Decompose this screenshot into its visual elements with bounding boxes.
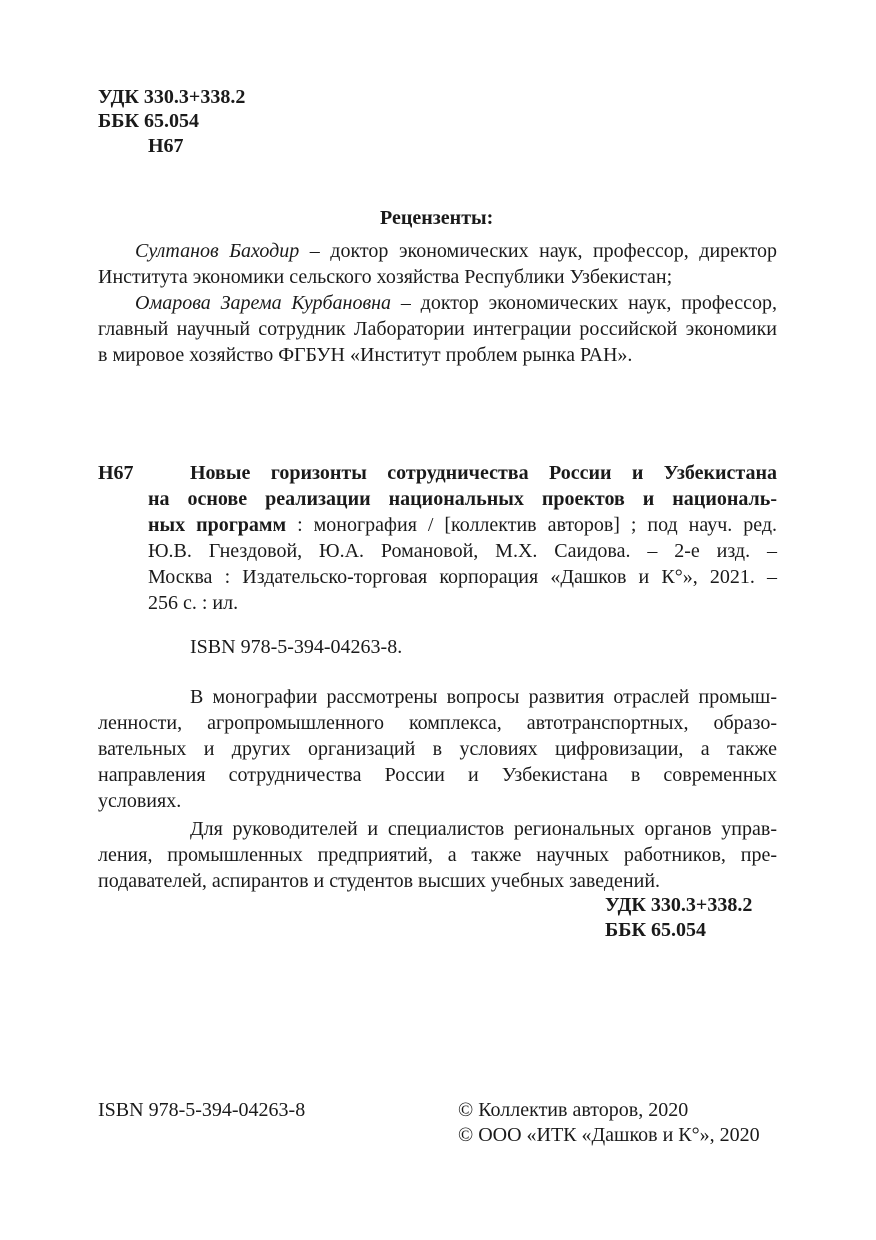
author-mark: Н67 <box>148 135 184 157</box>
reviewer-2-line-3: в мировое хозяйство ФГБУН «Институт проблем рынка РАН». <box>98 344 633 366</box>
footer-isbn: ISBN 978-5-394-04263-8 <box>98 1099 306 1121</box>
catalog-publication-info: : монография / [коллектив авторов] ; под науч. ред. <box>286 514 777 536</box>
abstract-p1-line-3: вательных и других организаций в условиях цифровизации, а также <box>98 738 777 760</box>
footer-copyright-authors: © Коллектив авторов, 2020 <box>458 1099 689 1121</box>
reviewer-2-name: Омарова Зарема Курбановна <box>135 292 392 314</box>
catalog-editors: Ю.В. Гнездовой, Ю.А. Романовой, М.Х. Саидова. – 2-е изд. – <box>148 540 777 562</box>
catalog-author-mark: Н67 <box>98 462 134 484</box>
abstract-p1-line-5: условиях. <box>98 790 182 812</box>
catalog-title-line-3 <box>148 512 777 538</box>
bbk-code: ББК 65.054 <box>98 110 199 132</box>
abstract-p2-line-3: подавателей, аспирантов и студентов высших учебных заведений. <box>98 870 661 892</box>
abstract-p1-line-2: ленности, агропромышленного комплекса, автотранспортных, образо- <box>98 712 777 734</box>
abstract-p2-line-1: Для руководителей и специалистов региональных органов управ- <box>190 818 777 840</box>
abstract-bbk: ББК 65.054 <box>605 919 706 941</box>
abstract-p1-line-4: направления сотрудничества России и Узбекистана в современных <box>98 764 777 786</box>
reviewer-2-line-1 <box>98 290 777 316</box>
reviewer-1-line-1 <box>98 238 777 264</box>
catalog-title-end: ных программ <box>148 514 287 536</box>
catalog-publisher: Москва : Издательско-торговая корпорация «Дашков и К°», 2021. – <box>148 566 777 588</box>
reviewer-1-desc: – доктор экономических наук, профессор, директор <box>299 240 777 262</box>
abstract-p1-line-1: В монографии рассмотрены вопросы развития отраслей промыш- <box>190 686 777 708</box>
catalog-title-line-2 <box>148 486 777 512</box>
catalog-title-line-2-text: на основе реализации национальных проектов и националь- <box>148 488 777 510</box>
udk-code: УДК 330.3+338.2 <box>98 86 246 108</box>
catalog-pages: 256 с. : ил. <box>148 592 239 614</box>
reviewer-1-name: Султанов Баходир <box>135 240 300 262</box>
abstract-udk: УДК 330.3+338.2 <box>605 894 753 916</box>
abstract-p2-line-2: ления, промышленных предприятий, а также научных работников, пре- <box>98 844 777 866</box>
reviewer-2-desc: – доктор экономических наук, профессор, <box>391 292 777 314</box>
catalog-title-line-1: Новые горизонты сотрудничества России и Узбекистана <box>190 462 777 484</box>
reviewer-1-line-2: Института экономики сельского хозяйства Республики Узбекистан; <box>98 266 673 288</box>
catalog-isbn: ISBN 978-5-394-04263-8. <box>190 636 403 658</box>
footer-copyright-publisher: © ООО «ИТК «Дашков и К°», 2020 <box>458 1124 760 1146</box>
reviewers-title: Рецензенты: <box>380 207 494 229</box>
reviewer-2-line-2: главный научный сотрудник Лаборатории интеграции российской экономики <box>98 318 777 340</box>
